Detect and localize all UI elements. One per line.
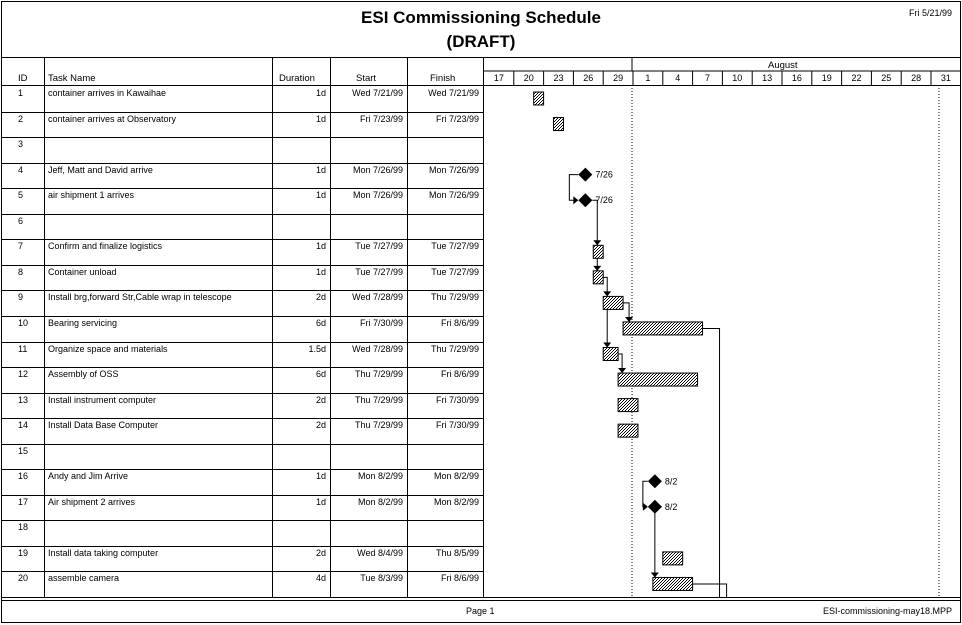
task-id: 14 <box>18 420 29 431</box>
task-start: Wed 7/21/99 <box>352 88 403 98</box>
tick-label: 23 <box>553 73 564 83</box>
task-start: Mon 8/2/99 <box>357 496 403 507</box>
task-name: container arrives in Kawaihae <box>48 88 167 98</box>
task-bar <box>623 322 702 335</box>
task-bar <box>618 424 638 437</box>
milestone-diamond <box>578 168 592 182</box>
task-duration: 1d <box>315 496 326 507</box>
schedule-subtitle: (DRAFT) <box>446 32 516 51</box>
task-bar <box>653 577 693 590</box>
tick-label: 17 <box>493 73 504 83</box>
task-name: Install instrument computer <box>48 394 157 405</box>
task-duration: 1d <box>315 266 326 277</box>
task-finish: Tue 7/27/99 <box>431 266 479 277</box>
task-finish: Thu 7/29/99 <box>430 292 479 303</box>
task-start: Thu 7/29/99 <box>354 394 403 405</box>
milestone-label: 7/26 <box>595 169 613 180</box>
dependency-link <box>592 200 597 245</box>
task-start: Wed 8/4/99 <box>357 547 403 558</box>
task-bar <box>593 271 603 284</box>
task-start: Wed 7/28/99 <box>352 292 403 303</box>
task-start: Thu 7/29/99 <box>354 369 403 380</box>
task-id: 18 <box>18 522 29 533</box>
task-finish: Mon 8/2/99 <box>433 471 479 482</box>
task-duration: 1d <box>315 471 326 482</box>
task-duration: 6d <box>315 369 326 380</box>
task-name: assemble camera <box>48 573 120 584</box>
col-header-duration: Duration <box>279 73 315 84</box>
dependency-link <box>643 481 648 507</box>
tick-label: 31 <box>940 73 951 83</box>
task-name: Install data taking computer <box>48 547 159 558</box>
task-id: 9 <box>18 292 24 303</box>
tick-label: 16 <box>791 73 802 83</box>
task-finish: Fri 7/30/99 <box>435 394 479 405</box>
task-finish: Fri 7/23/99 <box>435 113 479 124</box>
task-id: 3 <box>18 139 24 150</box>
tick-label: 1 <box>645 73 651 83</box>
task-finish: Tue 7/27/99 <box>431 241 479 252</box>
tick-label: 10 <box>732 73 743 83</box>
task-id: 1 <box>18 88 24 98</box>
dependency-arrow <box>651 572 659 577</box>
task-finish: Wed 7/21/99 <box>428 88 479 98</box>
task-id: 7 <box>18 241 24 252</box>
dependency-arrow <box>618 368 626 373</box>
task-finish: Thu 7/29/99 <box>430 343 479 354</box>
task-id: 2 <box>18 113 24 124</box>
task-name: Organize space and materials <box>48 343 168 354</box>
dependency-link <box>693 584 727 597</box>
task-name: Air shipment 2 arrives <box>48 496 136 507</box>
task-id: 11 <box>18 343 28 354</box>
task-bar <box>663 552 683 565</box>
milestone-label: 8/2 <box>664 476 678 487</box>
task-name: Andy and Jim Arrive <box>48 471 129 482</box>
task-name: air shipment 1 arrives <box>48 190 135 201</box>
task-id: 13 <box>18 394 29 405</box>
task-name: Install Data Base Computer <box>48 420 159 431</box>
task-start: Thu 7/29/99 <box>354 420 403 431</box>
task-id: 4 <box>18 164 24 175</box>
tick-label: 7 <box>704 73 711 83</box>
task-duration: 2d <box>315 420 326 431</box>
task-duration: 1d <box>315 88 326 98</box>
dependency-arrow <box>573 196 578 204</box>
footer-file: ESI-commissioning-may18.MPP <box>822 606 952 616</box>
task-start: Mon 7/26/99 <box>352 190 403 201</box>
dependency-arrow <box>643 503 648 511</box>
task-name: Container unload <box>48 266 117 277</box>
dependency-arrow <box>593 266 601 271</box>
task-finish: Mon 7/26/99 <box>428 164 479 175</box>
footer-line <box>1 597 961 598</box>
schedule-title: ESI Commissioning Schedule <box>361 8 601 27</box>
dependency-arrow <box>603 291 611 296</box>
task-duration: 2d <box>315 547 326 558</box>
task-name: Bearing servicing <box>48 317 118 328</box>
tick-label: 29 <box>613 73 624 83</box>
tick-label: 26 <box>583 73 594 83</box>
print-date: Fri 5/21/99 <box>908 8 952 18</box>
task-bar <box>603 296 623 309</box>
task-bar <box>603 348 618 361</box>
tick-label: 20 <box>523 73 534 83</box>
task-name: container arrives at Observatory <box>48 113 177 124</box>
footer-page: Page 1 <box>466 606 495 616</box>
task-finish: Fri 8/6/99 <box>440 369 479 380</box>
task-start: Wed 7/28/99 <box>352 343 403 354</box>
tick-label: 22 <box>851 73 862 83</box>
task-finish: Fri 7/30/99 <box>435 420 479 431</box>
dependency-link <box>703 328 720 597</box>
task-name: Jeff, Matt and David arrive <box>48 164 153 175</box>
task-finish: Fri 8/6/99 <box>440 573 479 584</box>
task-start: Tue 7/27/99 <box>355 241 403 252</box>
col-header-id: ID <box>18 73 28 84</box>
task-id: 19 <box>18 547 29 558</box>
task-duration: 2d <box>315 394 326 405</box>
task-duration: 2d <box>315 292 326 303</box>
milestone-diamond <box>648 474 662 488</box>
task-start: Fri 7/30/99 <box>359 317 403 328</box>
milestone-label: 7/26 <box>595 195 613 206</box>
tick-label: 28 <box>911 73 922 83</box>
task-duration: 1d <box>315 164 326 175</box>
task-id: 5 <box>18 190 24 201</box>
task-bar <box>534 92 544 105</box>
task-bar <box>618 373 697 386</box>
task-id: 17 <box>18 496 29 507</box>
task-name: Install brg,forward Str,Cable wrap in telescope <box>48 292 232 303</box>
dependency-arrow <box>593 240 601 245</box>
task-name: Assembly of OSS <box>48 369 119 380</box>
task-start: Fri 7/23/99 <box>359 113 403 124</box>
tick-label: 4 <box>675 73 681 83</box>
task-start: Mon 7/26/99 <box>352 164 403 175</box>
task-id: 12 <box>18 369 29 380</box>
task-id: 20 <box>18 573 29 584</box>
col-header-name: Task Name <box>48 73 96 84</box>
task-finish: Thu 8/5/99 <box>435 547 479 558</box>
task-finish: Mon 8/2/99 <box>433 496 479 507</box>
task-bar <box>593 245 603 258</box>
dependency-link <box>569 175 578 201</box>
tick-label: 13 <box>762 73 773 83</box>
task-start: Mon 8/2/99 <box>357 471 403 482</box>
dependency-arrow <box>603 343 611 348</box>
task-name: Confirm and finalize logistics <box>48 241 163 252</box>
tick-label: 25 <box>881 73 892 83</box>
task-duration: 6d <box>315 317 326 328</box>
task-start: Tue 7/27/99 <box>355 266 403 277</box>
task-id: 8 <box>18 266 24 277</box>
task-duration: 1d <box>315 113 326 124</box>
task-finish: Mon 7/26/99 <box>428 190 479 201</box>
task-start: Tue 8/3/99 <box>360 573 403 584</box>
task-duration: 1d <box>315 241 326 252</box>
task-duration: 4d <box>315 573 326 584</box>
milestone-diamond <box>578 193 592 207</box>
task-duration: 1d <box>315 190 326 201</box>
task-finish: Fri 8/6/99 <box>440 317 479 328</box>
milestone-label: 8/2 <box>664 501 678 512</box>
footer-line-2 <box>1 600 961 601</box>
tick-label: 19 <box>821 73 832 83</box>
task-id: 6 <box>18 215 24 226</box>
timescale-month: August <box>768 60 798 71</box>
col-header-start: Start <box>356 73 377 84</box>
dependency-link <box>655 507 662 578</box>
task-id: 10 <box>18 317 29 328</box>
task-duration: 1.5d <box>308 343 326 354</box>
task-id: 15 <box>18 445 29 456</box>
col-header-finish: Finish <box>430 73 456 84</box>
task-id: 16 <box>18 471 29 482</box>
task-bar <box>554 118 564 131</box>
task-bar <box>618 399 638 412</box>
